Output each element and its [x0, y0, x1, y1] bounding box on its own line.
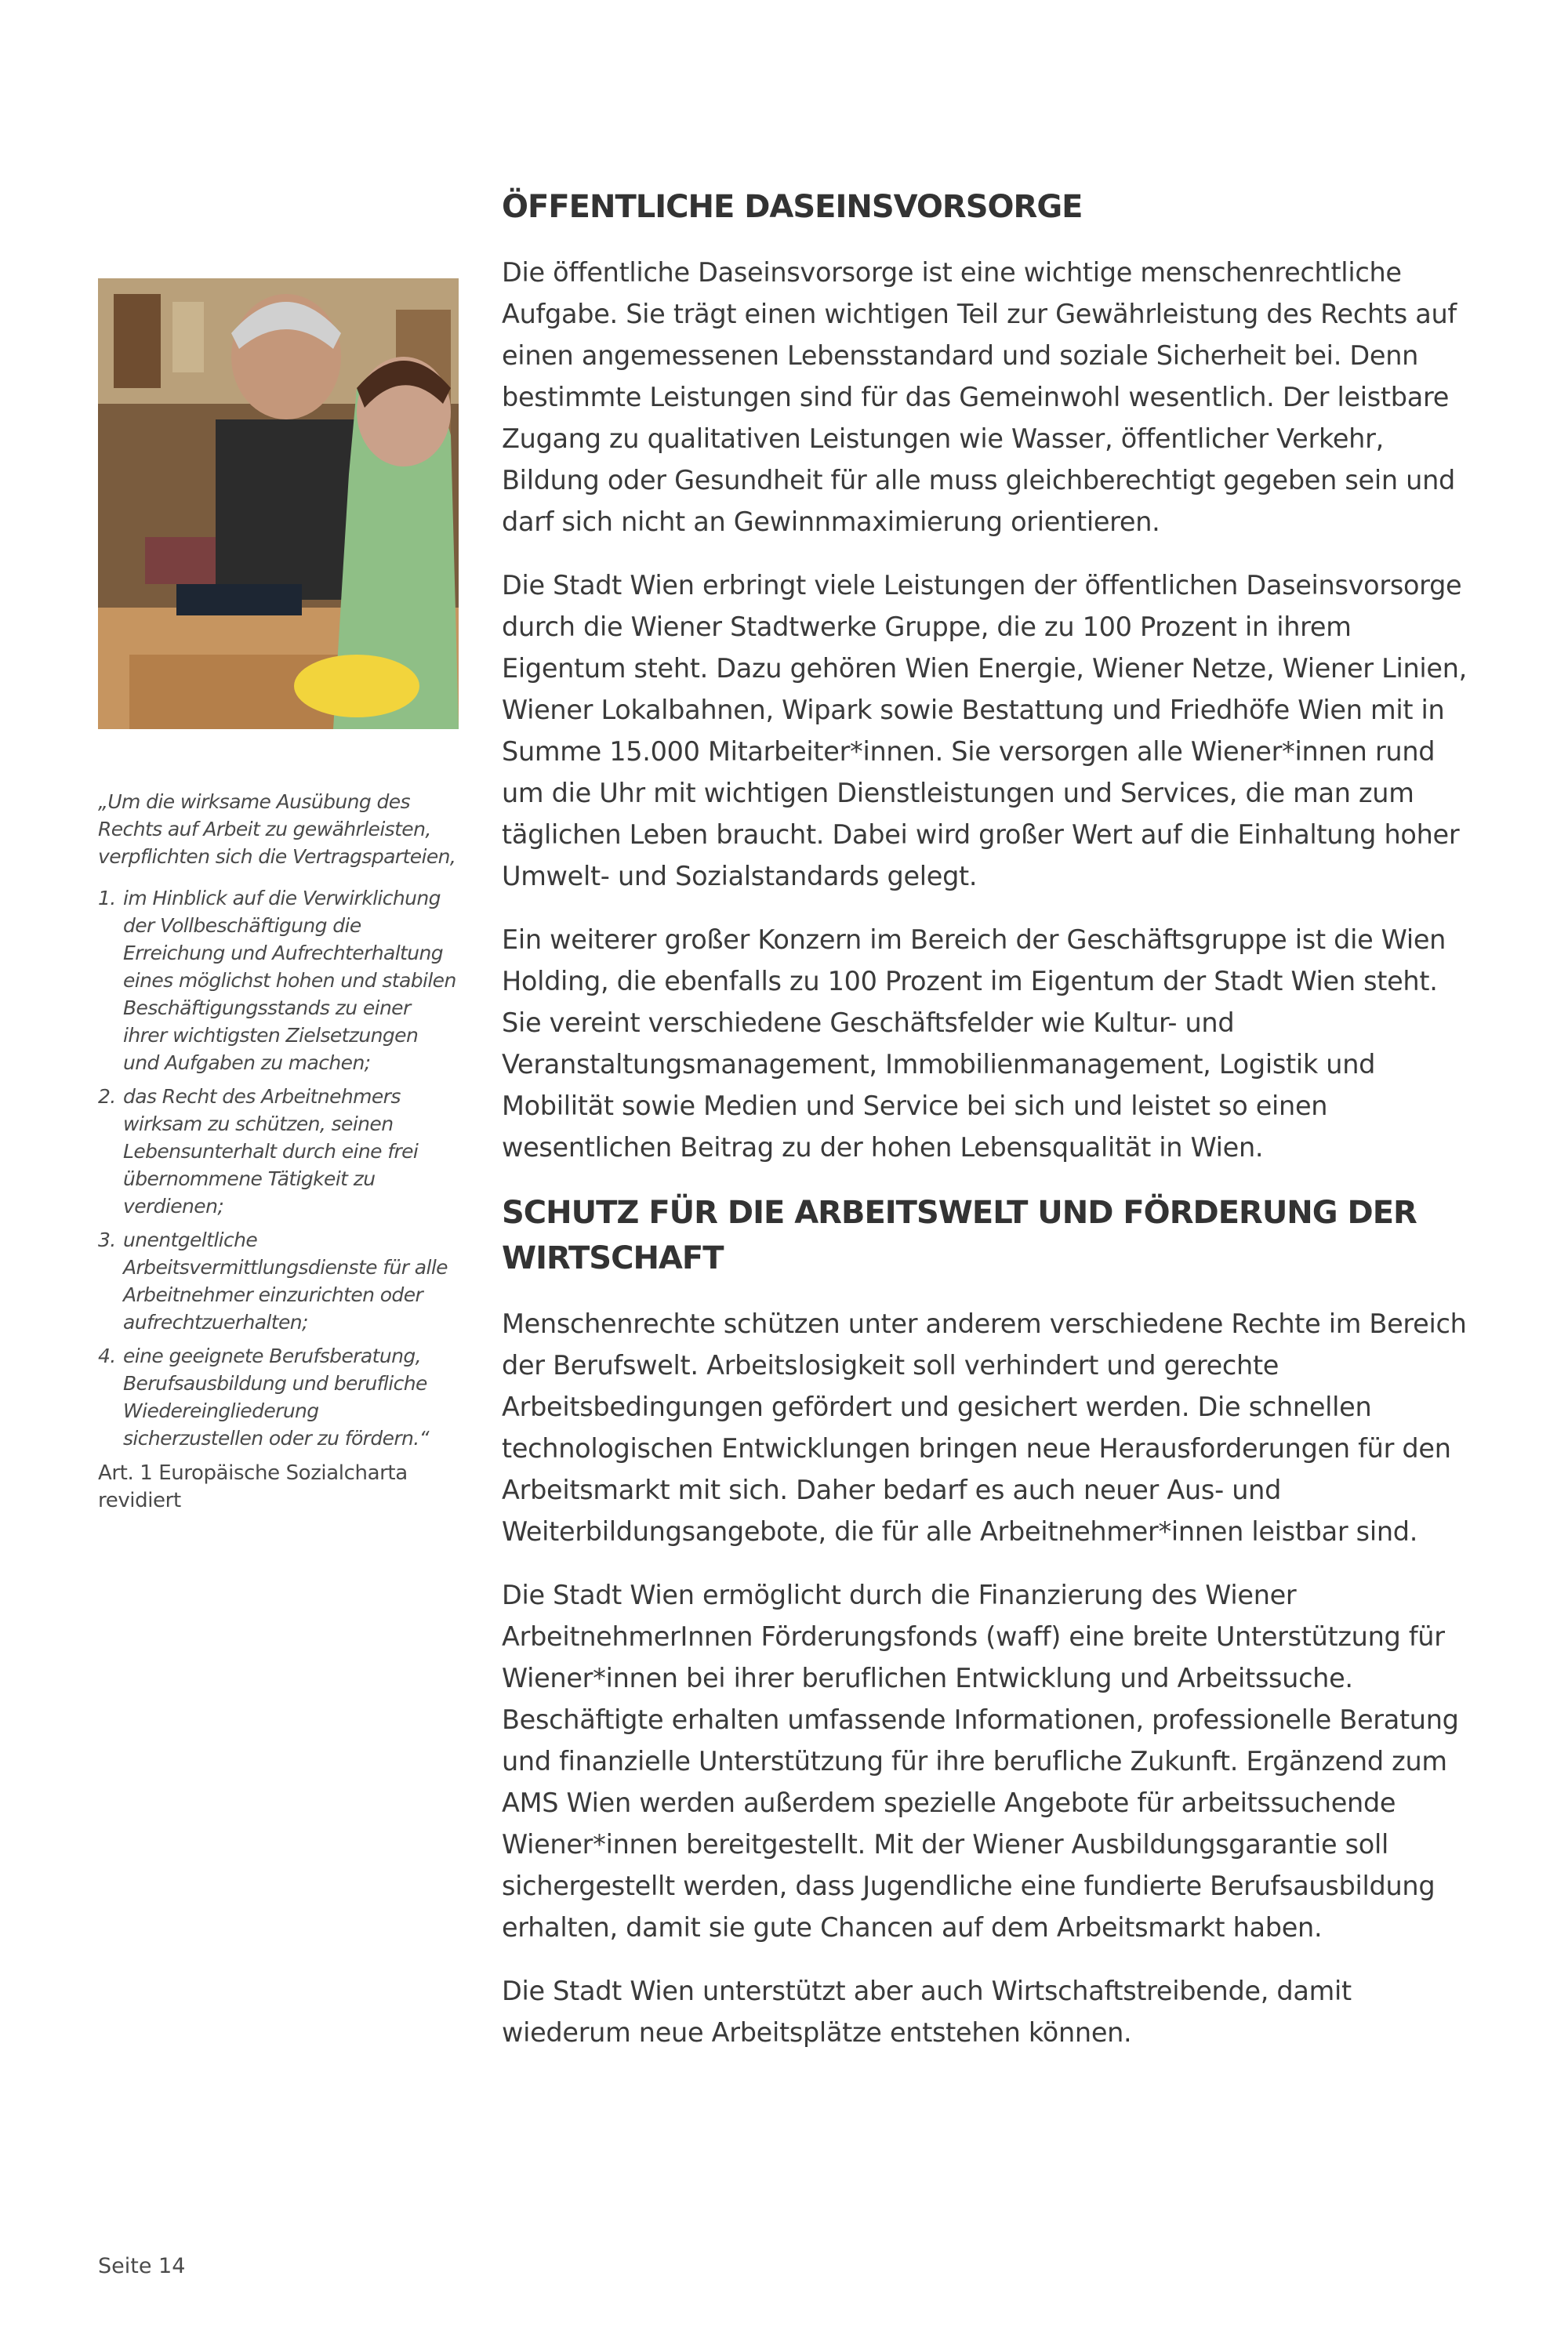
quote-item-text: das Recht des Arbeitnehmers wirksam zu schützen, seinen Lebensunterhalt durch eine frei übernommene Tätigkeit zu verdienen;: [123, 1085, 419, 1218]
sidebar: [98, 278, 459, 1515]
quote-item-number: 1.: [98, 887, 116, 909]
quote-item-number: 3.: [98, 1229, 116, 1251]
quote-item: [98, 884, 459, 1076]
section-heading-arbeitswelt: SCHUTZ FÜR DIE ARBEITSWELT UND FÖRDERUNG DER WIRTSCHAFT: [502, 1195, 1417, 1276]
paragraph: Die öffentliche Daseinsvorsorge ist eine wichtige menschenrechtliche Aufgabe. Sie trägt einen wichtigen Teil zur Gewährleistung des Rechts auf einen angemessenen Lebensstandard und soziale Sicherheit bei. Denn bestimmte Leistungen sind für das Gemeinwohl wesentlich. Der leistbare Zugang zu qualitativen Leistungen wie Wasser, öffentlicher Verkehr, Bildung oder Gesundheit für alle muss gleichberechtigt gegeben sein und darf sich nicht an Gewinnmaximierung orientieren.: [502, 257, 1457, 537]
quote-list: [98, 884, 459, 1452]
section-heading-daseinsvorsorge: ÖFFENTLICHE DASEINSVORSORGE: [502, 189, 1083, 225]
paragraph: Menschenrechte schützen unter anderem verschiedene Rechte im Bereich der Berufswelt. Arbeitslosigkeit soll verhindert und gerechte Arbeitsbedingungen gefördert und gesichert werden. Die schnellen technologischen Entwicklungen bringen neue Herausforderungen für den Arbeitsmarkt mit sich. Daher bedarf es auch neuer Aus- und Weiterbildungsangebote, die für alle Arbeitnehmer*innen leistbar sind.: [502, 1308, 1467, 1547]
main-content: [502, 184, 1482, 2075]
quote-item: [98, 1083, 459, 1220]
quote-item-text: eine geeignete Berufsberatung, Berufsausbildung und berufliche Wiedereingliederung sicherzustellen oder zu fördern.“: [123, 1345, 429, 1450]
quote-item: [98, 1226, 459, 1336]
paragraph: Ein weiterer großer Konzern im Bereich der Geschäftsgruppe ist die Wien Holding, die ebenfalls zu 100 Prozent im Eigentum der Stadt Wien steht. Sie vereint verschiedene Geschäftsfelder wie Kultur- und Veranstaltungsmanagement, Immobilienmanagement, Logistik und Mobilität sowie Medien und Service bei sich und leistet so einen wesentlichen Beitrag zu der hohen Lebensqualität in Wien.: [502, 924, 1446, 1163]
quote-intro: „Um die wirksame Ausübung des Rechts auf Arbeit zu gewährleisten, verpflichten sich die Vertragsparteien,: [98, 790, 456, 868]
paragraph: Die Stadt Wien erbringt viele Leistungen der öffentlichen Daseinsvorsorge durch die Wiener Stadtwerke Gruppe, die zu 100 Prozent in ihrem Eigentum steht. Dazu gehören Wien Energie, Wiener Netze, Wiener Linien, Wiener Lokalbahnen, Wipark sowie Bestattung und Friedhöfe Wien mit in Summe 15.000 Mitarbeiter*innen. Sie versorgen alle Wiener*innen rund um die Uhr mit wichtigen Dienstleistungen und Services, die man zum täglichen Leben braucht. Dabei wird großer Wert auf die Einhaltung hoher Umwelt- und Sozialstandards gelegt.: [502, 570, 1468, 891]
quote-item-text: unentgeltliche Arbeitsvermittlungsdienste für alle Arbeitnehmer einzurichten oder aufrechtzuerhalten;: [123, 1229, 448, 1334]
quote-item-number: 4.: [98, 1345, 116, 1367]
workshop-photo: [98, 278, 459, 729]
quote-item-text: im Hinblick auf die Verwirklichung der Vollbeschäftigung die Erreichung und Aufrechterhaltung eines möglichst hohen und stabilen Beschäftigungsstands zu einer ihrer wichtigsten Zielsetzungen und Aufgaben zu machen;: [123, 887, 456, 1074]
quote-item: [98, 1342, 459, 1452]
quote-source: Art. 1 Europäische Sozialcharta revidiert: [98, 1461, 408, 1512]
paragraph: Die Stadt Wien unterstützt aber auch Wirtschaftstreibende, damit wiederum neue Arbeitsplätze entstehen können.: [502, 1976, 1352, 2048]
page-number: Seite 14: [98, 2254, 186, 2278]
quote-item-number: 2.: [98, 1085, 116, 1108]
charter-quote: [98, 788, 459, 1515]
paragraph: Die Stadt Wien ermöglicht durch die Finanzierung des Wiener ArbeitnehmerInnen Förderungsfonds (waff) eine breite Unterstützung für Wiener*innen bei ihrer beruflichen Entwicklung und Arbeitssuche. Beschäftigte erhalten umfassende Informationen, professionelle Beratung und finanzielle Unterstützung für ihre berufliche Zukunft. Ergänzend zum AMS Wien werden außerdem spezielle Angebote für arbeitssuchende Wiener*innen bereitgestellt. Mit der Wiener Ausbildungsgarantie soll sichergestellt werden, dass Jugendliche eine fundierte Berufsausbildung erhalten, damit sie gute Chancen auf dem Arbeitsmarkt haben.: [502, 1580, 1459, 1943]
